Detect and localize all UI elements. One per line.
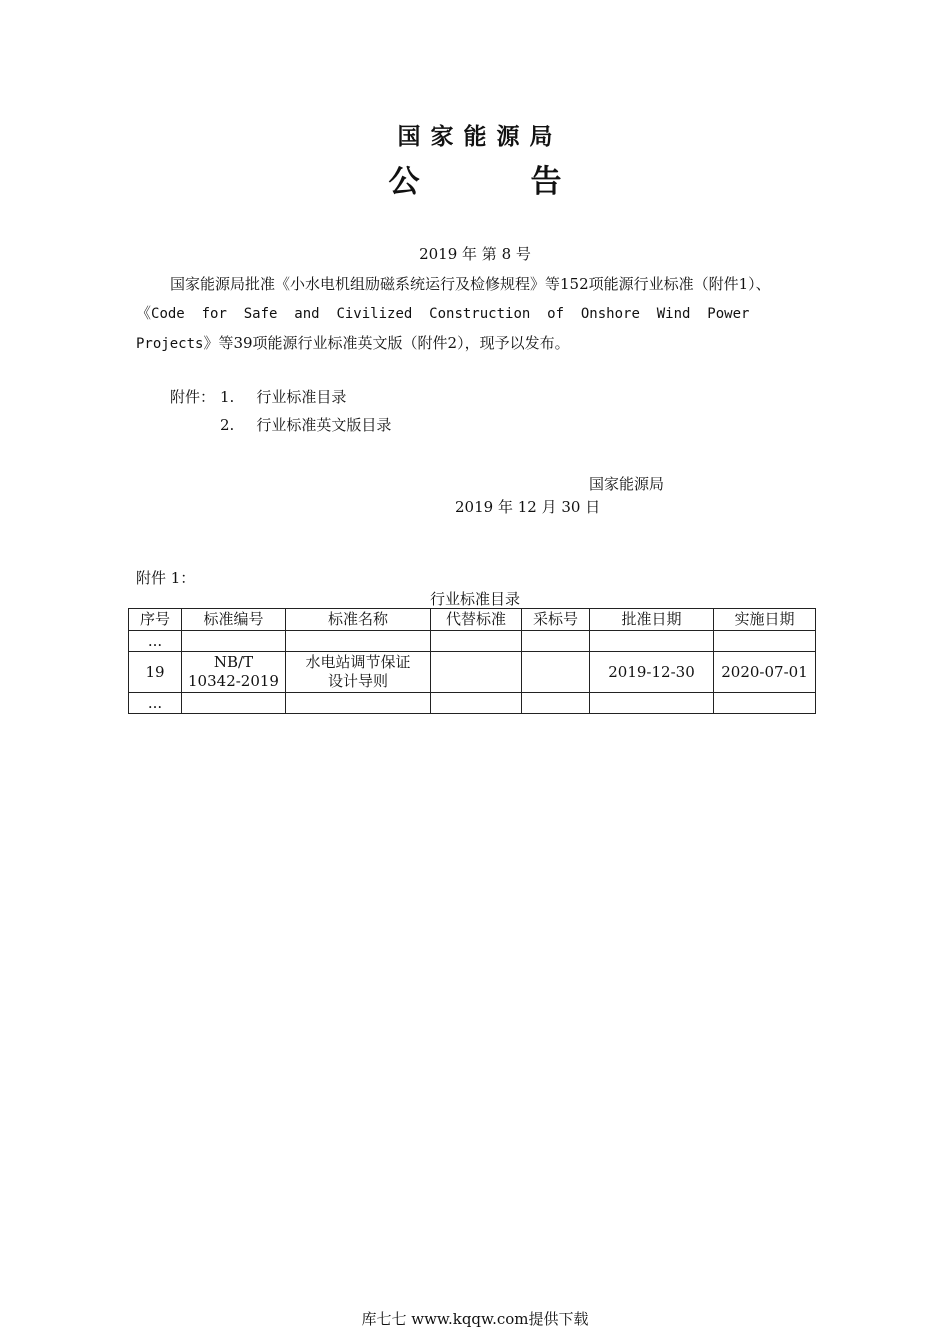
column-header-effective: 实施日期 xyxy=(714,609,816,631)
cell-code xyxy=(182,652,286,693)
cell-adopted xyxy=(522,631,590,652)
cell-replaces xyxy=(431,652,522,693)
attachment-1-number: 1. xyxy=(220,388,235,406)
cell-effective xyxy=(714,693,816,714)
body-line-3 xyxy=(136,329,816,359)
table-row xyxy=(129,652,816,693)
cell-seq: ... xyxy=(129,631,182,652)
table-header-row xyxy=(129,609,816,631)
body-line-3-rest: 》等39项能源行业标准英文版（附件2），现予以发布。 xyxy=(203,334,570,352)
cell-approved xyxy=(590,631,714,652)
issue-number: 2019 年 第 8 号 xyxy=(419,245,531,263)
column-header-replaces: 代替标准 xyxy=(431,609,522,631)
english-title-part-2: Projects xyxy=(136,336,204,352)
signature-organization: 国家能源局 xyxy=(589,475,665,493)
cell-name xyxy=(286,652,431,693)
table-caption: 行业标准目录 xyxy=(429,590,520,608)
cell-name xyxy=(286,693,431,714)
column-header-name: 标准名称 xyxy=(286,609,431,631)
table-row xyxy=(129,693,816,714)
cell-seq: ... xyxy=(129,693,182,714)
signature-date: 2019 年 12 月 30 日 xyxy=(455,498,601,516)
cell-effective xyxy=(714,631,816,652)
cell-code xyxy=(182,693,286,714)
column-header-approved: 批准日期 xyxy=(590,609,714,631)
attachment-1-title: 行业标准目录 xyxy=(256,388,347,406)
english-title-part-1: Code for Safe and Civilized Construction of Onshore Wind Power xyxy=(151,306,750,322)
cell-replaces xyxy=(431,693,522,714)
cell-adopted xyxy=(522,693,590,714)
body-line-2 xyxy=(136,299,816,329)
cell-effective: 2020-07-01 xyxy=(714,652,816,693)
annex-label: 附件 1： xyxy=(136,569,196,587)
attachment-item-1 xyxy=(220,386,346,407)
cell-approved xyxy=(590,693,714,714)
name-line-2: 设计导则 xyxy=(327,672,388,690)
cell-approved: 2019-12-30 xyxy=(590,652,714,693)
name-line-1: 水电站调节保证 xyxy=(305,653,411,671)
column-header-adopted: 采标号 xyxy=(522,609,590,631)
attachment-2-title: 行业标准英文版目录 xyxy=(256,416,392,434)
code-line-1: NB/T xyxy=(213,653,254,671)
standards-table xyxy=(128,608,816,714)
document-type-title: 公 告 xyxy=(388,164,602,200)
cell-replaces xyxy=(431,631,522,652)
code-line-2: 10342-2019 xyxy=(188,672,279,690)
attachment-item-2 xyxy=(220,414,391,435)
cell-name xyxy=(286,631,431,652)
column-header-code: 标准编号 xyxy=(182,609,286,631)
open-bracket: 《 xyxy=(136,304,152,322)
cell-adopted xyxy=(522,652,590,693)
download-footer: 库七七 www.kqqw.com提供下载 xyxy=(361,1310,589,1328)
attachments-label: 附件： xyxy=(170,388,216,406)
issuing-authority-title: 国家能源局 xyxy=(397,124,563,150)
body-line-1: 国家能源局批准《小水电机组励磁系统运行及检修规程》等152项能源行业标准（附件1）、 xyxy=(170,275,771,293)
column-header-seq: 序号 xyxy=(129,609,182,631)
cell-code xyxy=(182,631,286,652)
cell-seq: 19 xyxy=(129,652,182,693)
table-row xyxy=(129,631,816,652)
attachment-2-number: 2. xyxy=(220,416,235,434)
announcement-body xyxy=(136,270,816,359)
